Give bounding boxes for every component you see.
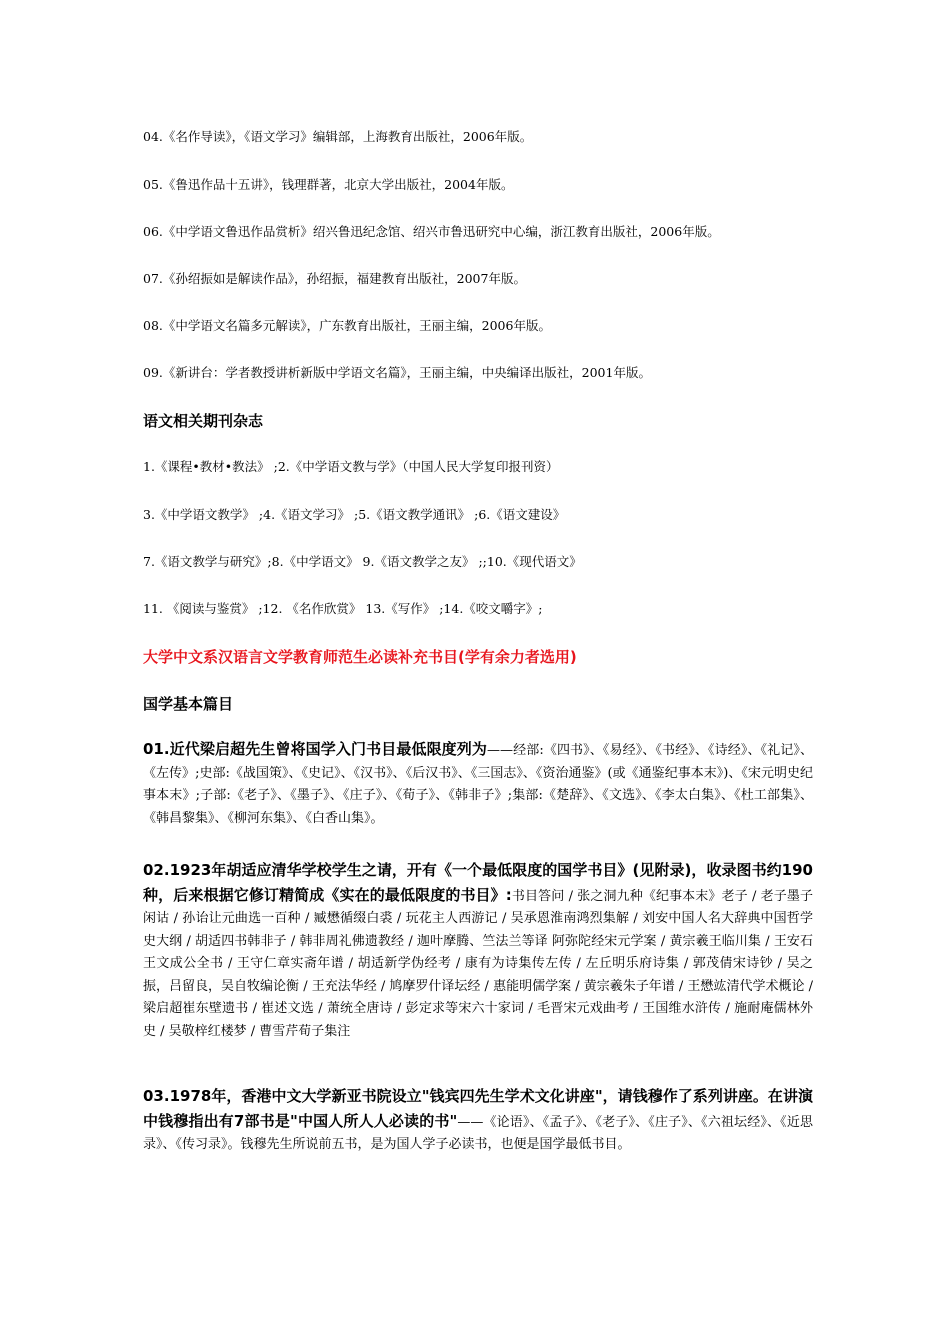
guoxue-item-lead: 02.1923年胡适应清华学校学生之请，开有《一个最低限度的国学书目》(见附录)，收录图书约190种，后来根据它修订精简成《实在的最低限度的书目》: [143, 861, 813, 904]
guoxue-item-lead: 03.1978年，香港中文大学新亚书院设立"钱宾四先生学术文化讲座"，请钱穆作了系列讲座。在讲演中钱穆指出有7部书是"中国人所人人必读的书" [143, 1087, 813, 1130]
journal-line: 1.《课程•教材•教法》 ;2.《中学语文教与学》（中国人民大学复印报刊资） [143, 459, 559, 474]
guoxue-item-text: 书目答问 / 张之洞九种《纪事本末》老子 / 老子墨子闲诂 / 孙诒让元曲选一百种 / 臧懋循缀白裘 / 玩花主人西游记 / 吴承恩淮南鸿烈集解 / 刘安中国人名大辞典中国哲学史大纲 / 胡适四书韩非子 / 韩非周礼佛遗教经 / 迦叶摩腾、竺法兰等译 阿弥陀经宋元学案 / 黄宗羲王临川集 / 王安石王文成公全书 / 王守仁章实斋年谱 / 胡适新学伪经考 / 康有为诗集传左传 / 左丘明乐府诗集 / 郭茂倩宋诗钞 / 吴之振，吕留良，吴自牧编论衡 / 王充法华经 / 鸠摩罗什译坛经 / 惠能明儒学案 / 黄宗羲朱子年谱 / 王懋竑清代学术概论 / 梁启超崔东壁遗书 / 崔述文选 / 萧统全唐诗 / 彭定求等宋六十家词 / 毛晋宋元戏曲考 / 王国维水浒传 / 施耐庵儒林外史 / 吴敬梓红楼梦 / 曹雪芹荀子集注 [143, 888, 813, 1039]
journals-heading: 语文相关期刊杂志 [143, 412, 264, 430]
bibliography-item: 07.《孙绍振如是解读作品》，孙绍振，福建教育出版社，2007年版。 [143, 271, 526, 286]
bibliography-item: 09.《新讲台：学者教授讲析新版中学语文名篇》，王丽主编，中央编译出版社，2001年版。 [143, 365, 651, 380]
guoxue-item-3 [143, 1085, 813, 1157]
guoxue-item-lead: 01.近代梁启超先生曾将国学入门书目最低限度列为 [143, 740, 488, 758]
journal-line: 3.《中学语文教学》 ;4.《语文学习》 ;5.《语文教学通讯》 ;6.《语文建设》 [143, 507, 566, 522]
supplement-heading: 大学中文系汉语言文学教育师范生必读补充书目(学有余力者选用) [143, 648, 577, 666]
guoxue-item-1 [143, 738, 813, 830]
guoxue-heading: 国学基本篇目 [143, 695, 234, 713]
guoxue-item-text: ——《论语》、《孟子》、《老子》、《庄子》、《六祖坛经》、《近思录》、《传习录》。钱穆先生所说前五书，是为国人学子必读书，也便是国学最低书目。 [143, 1114, 813, 1152]
bibliography-item: 06.《中学语文鲁迅作品赏析》绍兴鲁迅纪念馆、绍兴市鲁迅研究中心编，浙江教育出版社，2006年版。 [143, 224, 720, 239]
journal-line: 11. 《阅读与鉴赏》 ;12. 《名作欣赏》 13.《写作》 ;14.《咬文嚼字》; [143, 601, 543, 616]
bibliography-item: 08.《中学语文名篇多元解读》，广东教育出版社，王丽主编，2006年版。 [143, 318, 551, 333]
guoxue-item-text: ——经部:《四书》、《易经》、《书经》、《诗经》、《礼记》、《左传》;史部:《战国策》、《史记》、《汉书》、《后汉书》、《三国志》、《资治通鉴》(或《通鉴纪事本末》)、《宋元明史纪事本末》;子部:《老子》、《墨子》、《庄子》、《荀子》、《韩非子》;集部:《楚辞》、《文选》、《李太白集》、《杜工部集》、《韩昌黎集》、《柳河东集》、《白香山集》。 [143, 743, 813, 826]
bibliography-item: 04.《名作导读》，《语文学习》编辑部，上海教育出版社，2006年版。 [143, 129, 533, 144]
guoxue-item-2 [143, 859, 813, 1043]
bibliography-item: 05.《鲁迅作品十五讲》，钱理群著，北京大学出版社，2004年版。 [143, 177, 514, 192]
journal-line: 7.《语文教学与研究》;8.《中学语文》 9.《语文教学之友》 ;;10.《现代语文》 [143, 554, 582, 569]
